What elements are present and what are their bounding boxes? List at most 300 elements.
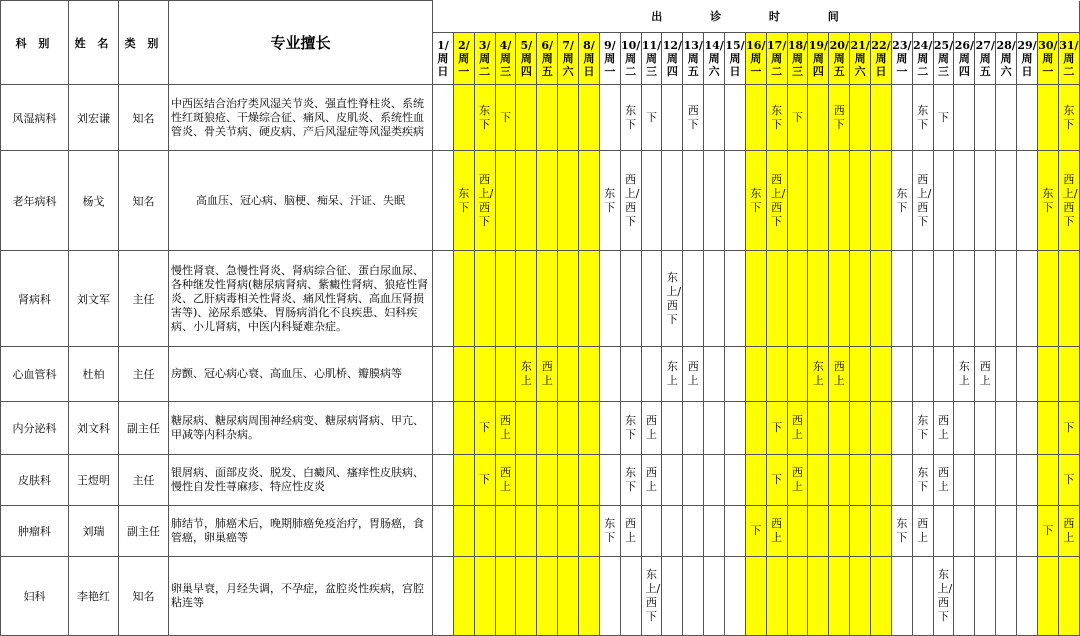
day-header-23 [891,33,912,85]
slot-day-1 [433,347,454,402]
slot-day-12 [662,455,683,506]
day-header-6 [537,33,558,85]
dept-cell: 肾病科 [1,251,69,347]
slot-day-9 [599,557,620,636]
day-header-30 [1037,33,1058,85]
slot-entry [745,151,766,251]
slot-text: 西上 [938,414,950,441]
slot-day-2 [453,85,474,151]
slot-day-4 [495,347,516,402]
slot-entry [1058,151,1079,251]
slot-entry [891,151,912,251]
slot-day-19 [808,455,829,506]
slot-day-26 [954,402,975,455]
specialty-cell: 肺结节，肺癌术后，晚期肺癌免疫治疗，胃肠癌，食管癌，卵巢癌等 [169,506,433,557]
slot-day-18 [787,151,808,251]
specialty-cell: 银屑病、面部皮炎、脱发、白癜风、瘙痒性皮肤病、慢性自发性荨麻疹、特应性皮炎 [169,455,433,506]
specialty-cell: 中西医结合治疗类风湿关节炎、强直性脊柱炎、系统性红斑狼疮、干燥综合征、痛风、皮肌炎、系统性血管炎、骨关节病、硬皮病、产后风湿症等风湿类疾病 [169,85,433,151]
slot-entry [495,455,516,506]
slot-text: 西上/西下 [1062,172,1078,228]
slot-entry [474,455,495,506]
slot-day-2 [453,455,474,506]
slot-day-15 [725,402,746,455]
slot-day-19 [808,402,829,455]
day-header-d: 四 [666,65,678,78]
slot-day-19 [808,85,829,151]
specialty-cell: 卵巢早衰，月经失调，不孕症，盆腔炎性疾病，宫腔粘连等 [169,557,433,636]
slot-day-26 [954,557,975,636]
slot-day-22 [871,557,892,636]
doctor-row [1,347,1080,402]
slot-day-19 [808,557,829,636]
slot-day-28 [996,151,1017,251]
slot-day-12 [662,85,683,151]
day-header-w: 周 [750,52,762,65]
slot-day-29 [1017,251,1038,347]
slot-text: 下 [646,110,658,124]
day-header-d: 一 [1042,65,1054,78]
day-header-d: 日 [1021,65,1033,78]
slot-day-5 [516,151,537,251]
specialty-cell: 房颤、冠心病心衰、高血压、心肌桥、瓣膜病等 [169,347,433,402]
slot-day-7 [558,455,579,506]
day-header-w: 周 [854,52,866,65]
header-name: 姓 名 [69,1,119,85]
slot-day-23 [891,402,912,455]
slot-day-13 [683,151,704,251]
slot-day-15 [725,557,746,636]
day-header-27 [975,33,996,85]
day-header-n: 20/ [829,39,849,52]
day-header-d: 五 [979,65,991,78]
slot-day-16 [745,85,766,151]
day-header-d: 日 [729,65,741,78]
slot-day-7 [558,402,579,455]
day-header-w: 周 [708,52,720,65]
slot-entry [620,402,641,455]
day-header-n: 31/ [1059,39,1079,52]
slot-entry [1037,151,1058,251]
slot-day-28 [996,85,1017,151]
slot-entry [683,347,704,402]
slot-day-15 [725,251,746,347]
slot-day-8 [579,251,600,347]
day-header-n: 5/ [520,39,533,52]
slot-entry [1058,506,1079,557]
slot-text: 东下 [604,517,616,544]
day-header-d: 日 [875,65,887,78]
slot-day-13 [683,455,704,506]
slot-day-1 [433,506,454,557]
day-header-w: 周 [583,52,595,65]
slot-day-1 [433,151,454,251]
slot-day-1 [433,402,454,455]
day-header-n: 9/ [603,39,616,52]
schedule-body [1,1,1080,636]
slot-day-28 [996,251,1017,347]
slot-day-17 [766,347,787,402]
slot-day-14 [704,402,725,455]
slot-text: 西上 [1063,517,1075,544]
slot-day-27 [975,455,996,506]
day-header-w: 周 [666,52,678,65]
day-header-n: 25/ [933,39,954,52]
day-header-n: 15/ [725,39,745,52]
header-type: 类 别 [119,1,169,85]
slot-text: 西下 [687,103,699,131]
slot-day-12 [662,151,683,251]
slot-entry [620,455,641,506]
slot-day-29 [1017,455,1038,506]
day-header-n: 18/ [787,39,808,52]
slot-day-25 [933,151,954,251]
slot-day-29 [1017,347,1038,402]
day-header-n: 8/ [583,39,595,52]
slot-day-22 [871,151,892,251]
slot-day-17 [766,557,787,636]
slot-entry [1037,506,1058,557]
day-header-w: 周 [938,52,950,65]
slot-day-5 [516,455,537,506]
slot-text: 下 [500,110,511,124]
doctor-name: 王煜明 [69,455,119,506]
dept-cell: 内分泌科 [1,402,69,455]
slot-day-7 [558,85,579,151]
day-header-w: 周 [812,52,824,65]
slot-day-13 [683,251,704,347]
slot-entry [641,455,662,506]
slot-day-29 [1017,151,1038,251]
slot-day-14 [704,455,725,506]
slot-day-20 [829,151,850,251]
slot-day-9 [599,347,620,402]
slot-day-10 [620,557,641,636]
slot-entry [912,85,933,151]
slot-entry [912,506,933,557]
slot-text: 东下 [625,103,637,131]
slot-text: 东上/西下 [937,568,953,623]
day-header-w: 周 [500,52,511,65]
day-header-n: 6/ [541,39,554,52]
day-header-d: 二 [917,65,929,78]
day-header-26 [954,33,975,85]
day-header-n: 14/ [704,39,724,52]
slot-day-3 [474,251,495,347]
slot-entry [641,402,662,455]
day-header-n: 7/ [562,39,574,52]
slot-day-27 [975,402,996,455]
slot-day-7 [558,347,579,402]
slot-text: 东下 [625,414,637,441]
slot-text: 西上 [792,466,804,493]
slot-text: 东上 [812,360,824,387]
dept-cell: 心血管科 [1,347,69,402]
slot-day-9 [599,455,620,506]
header-dept: 科 别 [1,1,69,85]
slot-text: 东下 [750,186,762,214]
day-header-d: 四 [958,65,970,78]
day-header-d: 六 [708,65,720,78]
slot-day-8 [579,85,600,151]
slot-day-31 [1058,557,1079,636]
doctor-title: 知名 [119,557,169,636]
slot-day-28 [996,347,1017,402]
slot-text: 西上/西下 [916,172,932,228]
slot-day-19 [808,506,829,557]
slot-day-2 [453,402,474,455]
slot-text: 东下 [1042,186,1054,214]
slot-day-27 [975,506,996,557]
slot-day-3 [474,347,495,402]
slot-text: 西上 [938,466,950,493]
slot-day-28 [996,506,1017,557]
slot-entry [912,455,933,506]
slot-day-8 [579,151,600,251]
slot-day-7 [558,251,579,347]
slot-text: 下 [1063,473,1075,486]
slot-text: 西上 [833,360,845,387]
slot-entry [975,347,996,402]
slot-text: 东下 [896,186,908,214]
slot-day-15 [725,347,746,402]
doctor-name: 刘宏谦 [69,85,119,151]
day-header-n: 30/ [1038,39,1058,52]
slot-entry [933,85,954,151]
slot-entry [829,85,850,151]
slot-day-14 [704,151,725,251]
slot-text: 西上/西下 [624,172,640,228]
slot-day-11 [641,347,662,402]
slot-entry [1058,402,1079,455]
slot-day-1 [433,455,454,506]
slot-day-17 [766,251,787,347]
dept-cell: 风湿病科 [1,85,69,151]
slot-day-5 [516,251,537,347]
doctor-title: 副主任 [119,506,169,557]
day-header-19 [808,33,829,85]
slot-entry [474,402,495,455]
day-header-d: 五 [541,65,553,78]
slot-day-30 [1037,347,1058,402]
slot-day-29 [1017,85,1038,151]
slot-day-20 [829,506,850,557]
slot-day-30 [1037,251,1058,347]
slot-text: 下 [1063,421,1075,434]
day-header-w: 周 [979,52,991,65]
day-header-d: 二 [625,65,637,78]
day-header-n: 23/ [892,39,912,52]
slot-day-18 [787,557,808,636]
header-specialty: 专业擅长 [169,1,433,85]
slot-day-2 [453,347,474,402]
slot-day-11 [641,151,662,251]
day-header-15 [725,33,746,85]
slot-day-22 [871,347,892,402]
slot-day-20 [829,251,850,347]
slot-day-16 [745,347,766,402]
day-header-d: 一 [604,65,616,78]
slot-day-14 [704,506,725,557]
slot-day-4 [495,557,516,636]
slot-day-1 [433,85,454,151]
slot-entry [766,506,787,557]
day-header-14 [704,33,725,85]
slot-entry [641,85,662,151]
slot-day-13 [683,402,704,455]
slot-text: 东下 [625,466,637,493]
slot-entry [474,151,495,251]
slot-day-6 [537,402,558,455]
day-header-n: 28/ [996,39,1016,52]
slot-day-9 [599,251,620,347]
dept-cell: 妇科 [1,557,69,636]
slot-day-26 [954,151,975,251]
slot-day-6 [537,506,558,557]
day-header-d: 二 [479,65,491,78]
day-header-w: 周 [896,52,908,65]
slot-entry [745,506,766,557]
slot-day-26 [954,506,975,557]
slot-text: 西上 [541,360,553,387]
slot-entry [766,85,787,151]
slot-entry [662,251,683,347]
slot-day-5 [516,506,537,557]
doctor-name: 刘瑞 [69,506,119,557]
day-header-17 [766,33,787,85]
day-header-w: 周 [1042,52,1054,65]
slot-text: 西上 [646,414,658,441]
slot-entry [537,347,558,402]
slot-text: 西上 [917,517,929,544]
slot-text: 下 [771,421,783,434]
day-header-w: 周 [958,52,970,65]
slot-text: 西下 [833,103,845,131]
day-header-d: 一 [896,65,908,78]
slot-entry [829,347,850,402]
dept-cell: 老年病科 [1,151,69,251]
slot-day-23 [891,455,912,506]
slot-day-22 [871,85,892,151]
day-header-w: 周 [1000,52,1012,65]
day-header-28 [996,33,1017,85]
day-header-d: 四 [812,65,824,78]
doctor-title: 副主任 [119,402,169,455]
slot-day-6 [537,151,558,251]
slot-day-22 [871,506,892,557]
slot-text: 西上 [625,517,637,544]
day-header-n: 1/ [437,39,449,52]
day-header-10 [620,33,641,85]
slot-day-10 [620,347,641,402]
slot-day-5 [516,402,537,455]
slot-day-29 [1017,557,1038,636]
slot-day-23 [891,347,912,402]
day-header-w: 周 [833,52,845,65]
slot-day-24 [912,557,933,636]
slot-day-3 [474,506,495,557]
slot-day-28 [996,455,1017,506]
slot-day-8 [579,557,600,636]
slot-text: 西上 [771,517,783,544]
day-header-w: 周 [458,52,470,65]
slot-day-1 [433,557,454,636]
slot-day-30 [1037,402,1058,455]
slot-text: 东上/西下 [666,270,682,326]
slot-text: 东下 [479,103,491,131]
day-header-w: 周 [562,52,574,65]
day-header-n: 12/ [662,39,683,52]
slot-day-27 [975,251,996,347]
slot-day-12 [662,506,683,557]
slot-entry [641,557,662,636]
slot-day-6 [537,251,558,347]
doctor-row [1,402,1080,455]
day-header-d: 六 [562,65,574,78]
day-header-12 [662,33,683,85]
slot-day-29 [1017,402,1038,455]
doctor-row [1,506,1080,557]
day-header-d: 五 [687,65,699,78]
slot-day-27 [975,85,996,151]
slot-day-15 [725,85,746,151]
day-header-n: 17/ [767,39,787,52]
specialty-cell: 慢性肾衰、急慢性肾炎、肾病综合征、蛋白尿血尿、各种继发性肾病(糖尿病肾病、紫癜性肾病、狼疮性肾炎、乙肝病毒相关性肾炎、痛风性肾病、高血压肾损害等)、泌尿系感染、胃肠病消化不良疾患、妇科疾病、小儿肾病，中医内科疑难杂症。 [169,251,433,347]
schedule-title: 出 诊 时 间 [433,1,1080,33]
slot-entry [787,402,808,455]
slot-day-8 [579,347,600,402]
day-header-n: 24/ [913,39,933,52]
slot-day-23 [891,557,912,636]
day-header-n: 13/ [683,39,703,52]
slot-day-20 [829,557,850,636]
slot-day-11 [641,506,662,557]
header-title-row [1,1,1080,33]
slot-text: 东下 [917,414,929,441]
slot-day-22 [871,251,892,347]
slot-day-11 [641,251,662,347]
slot-day-21 [850,506,871,557]
slot-day-18 [787,506,808,557]
day-header-11 [641,33,662,85]
slot-day-28 [996,402,1017,455]
doctor-row [1,251,1080,347]
slot-entry [599,506,620,557]
slot-day-29 [1017,506,1038,557]
day-header-25 [933,33,954,85]
day-header-w: 周 [625,52,637,65]
slot-entry [474,85,495,151]
day-header-18 [787,33,808,85]
slot-day-21 [850,557,871,636]
slot-day-6 [537,85,558,151]
day-header-d: 日 [583,65,595,78]
slot-entry [495,85,516,151]
slot-text: 下 [771,473,783,486]
dept-cell: 皮肤科 [1,455,69,506]
day-header-w: 周 [604,52,616,65]
slot-day-22 [871,402,892,455]
day-header-29 [1017,33,1038,85]
slot-day-2 [453,251,474,347]
day-header-w: 周 [771,52,783,65]
doctor-name: 刘文军 [69,251,119,347]
slot-day-21 [850,251,871,347]
day-header-w: 周 [875,52,887,65]
dept-cell: 肿瘤科 [1,506,69,557]
slot-entry [620,85,641,151]
slot-entry [599,151,620,251]
slot-day-16 [745,557,766,636]
